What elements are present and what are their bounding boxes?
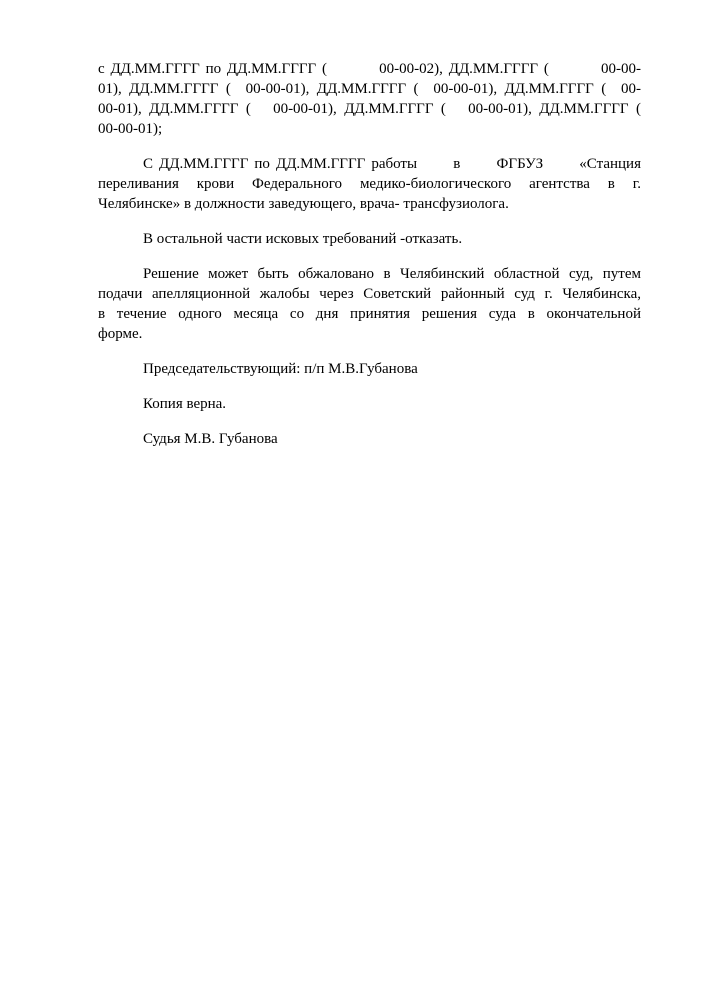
- text-line: переливания крови Федерального медико-биологического агентства в г.: [98, 176, 641, 192]
- text-line: 00-01), ДД.ММ.ГГГГ ( 00-00-01), ДД.ММ.ГГГГ ( 00-00-01), ДД.ММ.ГГГГ (: [98, 101, 641, 117]
- text-line: 01), ДД.ММ.ГГГГ ( 00-00-01), ДД.ММ.ГГГГ ( 00-00-01), ДД.ММ.ГГГГ ( 00-: [98, 81, 641, 97]
- text-line: Судья М.В. Губанова: [143, 431, 278, 447]
- text-line: Копия верна.: [143, 396, 227, 412]
- text-line: подачи апелляционной жалобы через Советский районный суд г. Челябинска,: [98, 286, 641, 302]
- text-line: в течение одного месяца со дня принятия решения суда в окончательной: [98, 306, 641, 322]
- text-line: с ДД.ММ.ГГГГ по ДД.ММ.ГГГГ ( 00-00-02), ДД.ММ.ГГГГ ( 00-00-: [98, 61, 641, 77]
- text-line: С ДД.ММ.ГГГГ по ДД.ММ.ГГГГ работы в ФГБУЗ «Станция: [143, 156, 641, 172]
- text-line: Решение может быть обжаловано в Челябинский областной суд, путем: [143, 266, 641, 282]
- text-line: Челябинске» в должности заведующего, врача- трансфузиолога.: [98, 196, 509, 212]
- document-body: [98, 59, 641, 464]
- text-line: В остальной части исковых требований -отказать.: [143, 231, 463, 247]
- text-line: 00-00-01);: [98, 121, 163, 137]
- text-line: форме.: [98, 326, 143, 342]
- text-line: Председательствующий: п/п М.В.Губанова: [143, 361, 418, 377]
